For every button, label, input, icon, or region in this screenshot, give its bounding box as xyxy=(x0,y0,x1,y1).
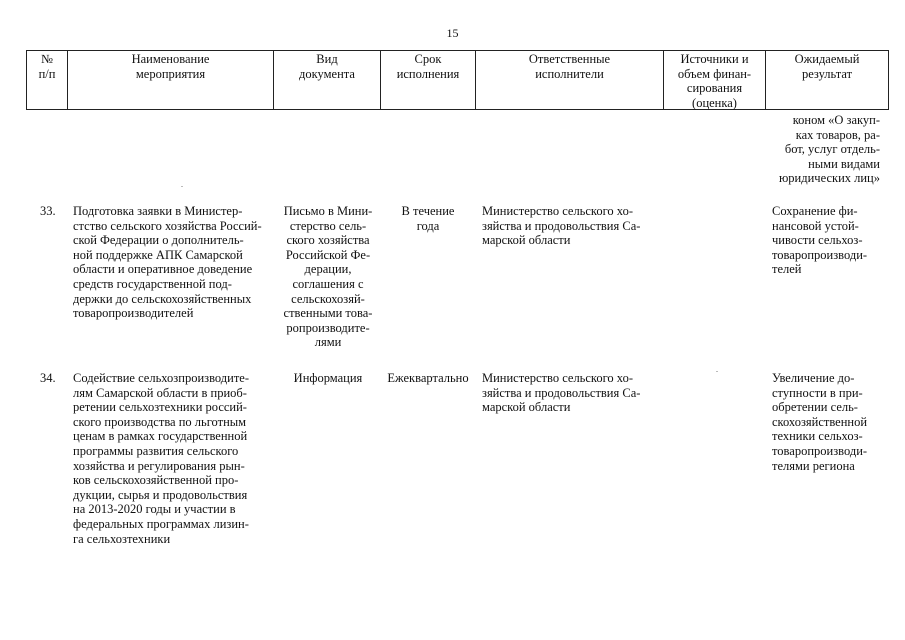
header-term: Срок исполнения xyxy=(396,52,460,81)
table-top-rule xyxy=(26,50,889,51)
scan-speck xyxy=(181,186,183,187)
header-doc: Вид документа xyxy=(299,52,355,81)
header-name: Наименование мероприятия xyxy=(131,52,210,81)
scan-speck xyxy=(716,371,718,372)
header-responsible: Ответственные исполнители xyxy=(528,52,611,81)
row-34-responsible: Министерство сельского хо- зяйства и продовольствия Са- марской области xyxy=(482,371,641,415)
continuation-result: коном «О закуп- ках товаров, ра- бот, услуг отдель- ными видами юридических лиц» xyxy=(778,113,880,186)
page-number: 15 xyxy=(446,26,459,40)
row-33-name: Подготовка заявки в Министер- стство сельского хозяйства Россий- ской Федерации о дополнитель- ной поддержке АПК Самарской области и оперативное доведение средств государственной под- держки до сельскохозяйственных товаропроизводителей xyxy=(73,204,262,321)
column-divider xyxy=(888,50,889,110)
row-33-doc: Письмо в Мини- стерство сель- ского хозяйства Российской Фе- дерации, соглашения с сельскохозяй- ственными това- ропроизводите- лями xyxy=(283,204,373,350)
row-34-num: 34. xyxy=(40,371,56,385)
row-34-result: Увеличение до- ступности в при- обретении сель- скохозяйственной техники сельхоз- товаропроизводи- телями региона xyxy=(772,371,868,473)
header-num: № п/п xyxy=(38,52,56,81)
header-result: Ожидаемый результат xyxy=(794,52,860,81)
row-33-result: Сохранение фи- нансовой устой- чивости сельхоз- товаропроизводи- телей xyxy=(772,204,868,277)
row-33-term: В течение года xyxy=(401,204,455,233)
row-33-responsible: Министерство сельского хо- зяйства и продовольствия Са- марской области xyxy=(482,204,641,248)
row-34-name: Содействие сельхозпроизводите- лям Самарской области в приоб- ретении сельхозтехники россий- ского производства по льготным ценам в рамках государственной программы развития сельского хозяйства и регулирования рын- ков сельскохозяйственной про- дукции, сырья и продовольствия на 2013-2020 годы и участии в федеральных программах лизин- га сельхозтехники xyxy=(73,371,249,546)
row-33-num: 33. xyxy=(40,204,56,218)
row-34-doc: Информация xyxy=(293,371,363,385)
row-34-term: Ежеквартально xyxy=(387,371,469,385)
header-financing: Источники и объем финан- сирования (оценка) xyxy=(677,52,752,110)
